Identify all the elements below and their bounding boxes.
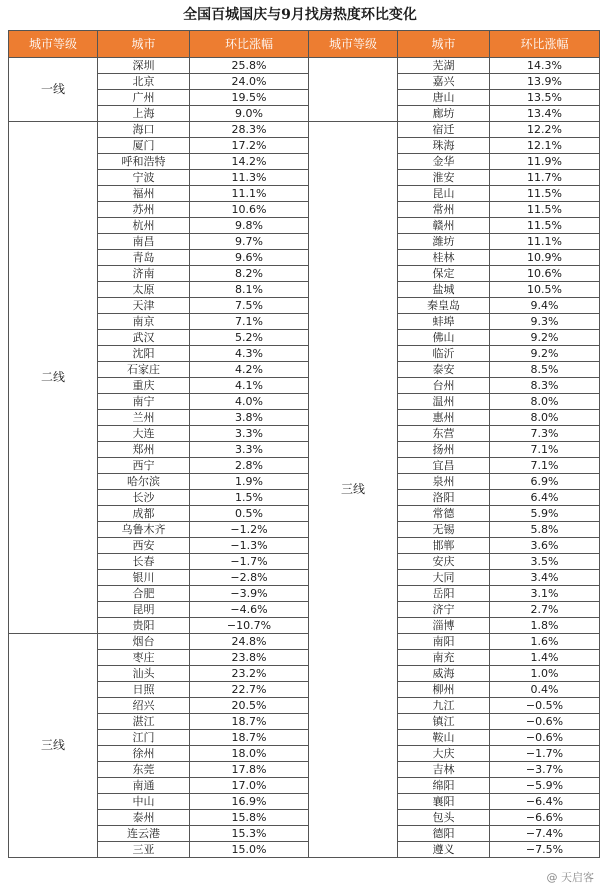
city-cell-left: 广州 — [98, 90, 190, 106]
table-row — [9, 250, 600, 266]
table-row — [9, 234, 600, 250]
table-row — [9, 58, 600, 74]
change-cell-right: 3.6% — [490, 538, 600, 554]
change-cell-left: −10.7% — [190, 618, 309, 634]
change-cell-left: 15.0% — [190, 842, 309, 858]
change-cell-right: 2.7% — [490, 602, 600, 618]
city-cell-right: 泉州 — [398, 474, 490, 490]
table-row — [9, 570, 600, 586]
change-cell-left: 23.2% — [190, 666, 309, 682]
city-cell-right: 南充 — [398, 650, 490, 666]
change-cell-right: 9.4% — [490, 298, 600, 314]
city-cell-right: 扬州 — [398, 442, 490, 458]
table-row — [9, 698, 600, 714]
city-cell-left: 青岛 — [98, 250, 190, 266]
table-row — [9, 74, 600, 90]
city-cell-right: 秦皇岛 — [398, 298, 490, 314]
city-cell-right: 淄博 — [398, 618, 490, 634]
city-cell-right: 金华 — [398, 154, 490, 170]
table-row — [9, 490, 600, 506]
change-cell-left: 4.0% — [190, 394, 309, 410]
city-cell-left: 沈阳 — [98, 346, 190, 362]
city-cell-right: 蚌埠 — [398, 314, 490, 330]
change-cell-left: 9.8% — [190, 218, 309, 234]
city-cell-right: 温州 — [398, 394, 490, 410]
city-cell-right: 岳阳 — [398, 586, 490, 602]
city-cell-left: 银川 — [98, 570, 190, 586]
change-cell-right: 7.1% — [490, 442, 600, 458]
table-row — [9, 634, 600, 650]
city-cell-right: 佛山 — [398, 330, 490, 346]
city-cell-right: 芜湖 — [398, 58, 490, 74]
city-cell-right: 安庆 — [398, 554, 490, 570]
city-cell-left: 兰州 — [98, 410, 190, 426]
city-cell-left: 泰州 — [98, 810, 190, 826]
table-row — [9, 826, 600, 842]
change-cell-right: −3.7% — [490, 762, 600, 778]
city-cell-left: 江门 — [98, 730, 190, 746]
city-cell-left: 苏州 — [98, 202, 190, 218]
city-cell-right: 洛阳 — [398, 490, 490, 506]
change-cell-right: 7.3% — [490, 426, 600, 442]
city-cell-right: 镇江 — [398, 714, 490, 730]
change-cell-right: −1.7% — [490, 746, 600, 762]
change-cell-left: 11.1% — [190, 186, 309, 202]
change-cell-left: 9.7% — [190, 234, 309, 250]
city-cell-right: 宿迁 — [398, 122, 490, 138]
change-cell-right: 8.0% — [490, 394, 600, 410]
table-row — [9, 602, 600, 618]
city-cell-right: 德阳 — [398, 826, 490, 842]
city-cell-right: 赣州 — [398, 218, 490, 234]
watermark: @ 天启客 — [546, 871, 594, 884]
table-row — [9, 138, 600, 154]
change-cell-right: 11.1% — [490, 234, 600, 250]
change-cell-right: 13.5% — [490, 90, 600, 106]
change-cell-right: −5.9% — [490, 778, 600, 794]
city-cell-right: 常德 — [398, 506, 490, 522]
city-cell-left: 乌鲁木齐 — [98, 522, 190, 538]
tier-cell-left: 三线 — [9, 634, 98, 858]
city-cell-left: 哈尔滨 — [98, 474, 190, 490]
city-cell-right: 珠海 — [398, 138, 490, 154]
change-cell-left: 4.3% — [190, 346, 309, 362]
change-cell-left: 20.5% — [190, 698, 309, 714]
tier-cell-left: 一线 — [9, 58, 98, 122]
change-cell-right: 9.3% — [490, 314, 600, 330]
change-cell-left: 24.8% — [190, 634, 309, 650]
city-cell-left: 太原 — [98, 282, 190, 298]
change-cell-right: −0.5% — [490, 698, 600, 714]
change-cell-left: 1.5% — [190, 490, 309, 506]
city-cell-right: 昆山 — [398, 186, 490, 202]
city-cell-right: 常州 — [398, 202, 490, 218]
change-cell-right: 3.4% — [490, 570, 600, 586]
change-cell-left: 16.9% — [190, 794, 309, 810]
change-cell-left: 25.8% — [190, 58, 309, 74]
city-cell-left: 北京 — [98, 74, 190, 90]
city-cell-left: 厦门 — [98, 138, 190, 154]
city-cell-left: 南通 — [98, 778, 190, 794]
city-cell-left: 南昌 — [98, 234, 190, 250]
change-cell-right: 11.5% — [490, 186, 600, 202]
tier-cell-right: 三线 — [309, 122, 398, 858]
change-cell-left: 15.8% — [190, 810, 309, 826]
change-cell-left: 28.3% — [190, 122, 309, 138]
table-row — [9, 106, 600, 122]
city-cell-left: 重庆 — [98, 378, 190, 394]
change-cell-right: 1.8% — [490, 618, 600, 634]
change-cell-right: 1.4% — [490, 650, 600, 666]
table-row — [9, 554, 600, 570]
table-row — [9, 170, 600, 186]
change-cell-right: 11.5% — [490, 218, 600, 234]
change-cell-left: 19.5% — [190, 90, 309, 106]
table-row — [9, 346, 600, 362]
city-cell-left: 海口 — [98, 122, 190, 138]
city-cell-right: 襄阳 — [398, 794, 490, 810]
city-cell-left: 枣庄 — [98, 650, 190, 666]
change-cell-right: −0.6% — [490, 730, 600, 746]
change-cell-left: 4.1% — [190, 378, 309, 394]
city-cell-left: 福州 — [98, 186, 190, 202]
city-cell-right: 九江 — [398, 698, 490, 714]
city-cell-right: 包头 — [398, 810, 490, 826]
table-title: 全国百城国庆与9月找房热度环比变化 — [183, 7, 417, 23]
city-cell-right: 鞍山 — [398, 730, 490, 746]
table-row — [9, 458, 600, 474]
city-cell-right: 宜昌 — [398, 458, 490, 474]
change-cell-left: 18.0% — [190, 746, 309, 762]
city-cell-left: 石家庄 — [98, 362, 190, 378]
table-row — [9, 218, 600, 234]
change-cell-right: −6.4% — [490, 794, 600, 810]
city-cell-left: 长春 — [98, 554, 190, 570]
change-cell-right: 11.7% — [490, 170, 600, 186]
city-cell-right: 潍坊 — [398, 234, 490, 250]
city-cell-right: 威海 — [398, 666, 490, 682]
change-cell-right: 5.8% — [490, 522, 600, 538]
table-row — [9, 842, 600, 858]
change-cell-left: 22.7% — [190, 682, 309, 698]
table-row — [9, 378, 600, 394]
change-cell-left: 11.3% — [190, 170, 309, 186]
city-cell-left: 天津 — [98, 298, 190, 314]
change-cell-left: 18.7% — [190, 730, 309, 746]
change-cell-right: 12.1% — [490, 138, 600, 154]
table-row — [9, 314, 600, 330]
table-row — [9, 394, 600, 410]
change-cell-left: 3.3% — [190, 426, 309, 442]
change-cell-right: 10.5% — [490, 282, 600, 298]
change-cell-right: −6.6% — [490, 810, 600, 826]
table-row — [9, 426, 600, 442]
city-cell-left: 郑州 — [98, 442, 190, 458]
city-cell-left: 武汉 — [98, 330, 190, 346]
table-row — [9, 186, 600, 202]
change-cell-left: 5.2% — [190, 330, 309, 346]
city-heat-table — [8, 30, 600, 858]
change-cell-left: 15.3% — [190, 826, 309, 842]
change-cell-right: 11.9% — [490, 154, 600, 170]
change-cell-right: 6.4% — [490, 490, 600, 506]
table-row — [9, 522, 600, 538]
table-row — [9, 794, 600, 810]
change-cell-left: 17.8% — [190, 762, 309, 778]
city-cell-right: 绵阳 — [398, 778, 490, 794]
table-row — [9, 330, 600, 346]
header-change-left: 环比涨幅 — [190, 31, 309, 58]
change-cell-right: 8.3% — [490, 378, 600, 394]
city-cell-right: 桂林 — [398, 250, 490, 266]
change-cell-right: 3.1% — [490, 586, 600, 602]
city-cell-right: 台州 — [398, 378, 490, 394]
city-cell-left: 上海 — [98, 106, 190, 122]
change-cell-right: 12.2% — [490, 122, 600, 138]
city-cell-right: 唐山 — [398, 90, 490, 106]
change-cell-left: 23.8% — [190, 650, 309, 666]
city-cell-left: 东莞 — [98, 762, 190, 778]
table-row — [9, 538, 600, 554]
change-cell-right: −7.4% — [490, 826, 600, 842]
change-cell-left: 24.0% — [190, 74, 309, 90]
change-cell-right: 11.5% — [490, 202, 600, 218]
change-cell-left: 14.2% — [190, 154, 309, 170]
change-cell-left: 18.7% — [190, 714, 309, 730]
change-cell-right: 10.9% — [490, 250, 600, 266]
table-row — [9, 202, 600, 218]
city-cell-left: 西安 — [98, 538, 190, 554]
change-cell-right: 9.2% — [490, 346, 600, 362]
change-cell-left: 8.1% — [190, 282, 309, 298]
tier-cell-right — [309, 58, 398, 122]
change-cell-right: 1.0% — [490, 666, 600, 682]
change-cell-left: 10.6% — [190, 202, 309, 218]
city-cell-right: 嘉兴 — [398, 74, 490, 90]
table-row — [9, 618, 600, 634]
table-row — [9, 778, 600, 794]
table-row — [9, 586, 600, 602]
table-row — [9, 122, 600, 138]
city-cell-left: 徐州 — [98, 746, 190, 762]
header-city-right: 城市 — [398, 31, 490, 58]
city-cell-right: 南阳 — [398, 634, 490, 650]
city-cell-left: 呼和浩特 — [98, 154, 190, 170]
change-cell-left: −1.2% — [190, 522, 309, 538]
table-row — [9, 650, 600, 666]
change-cell-left: −3.9% — [190, 586, 309, 602]
city-cell-left: 合肥 — [98, 586, 190, 602]
change-cell-right: 5.9% — [490, 506, 600, 522]
header-row — [9, 31, 600, 58]
table-row — [9, 282, 600, 298]
change-cell-right: 13.9% — [490, 74, 600, 90]
change-cell-right: 0.4% — [490, 682, 600, 698]
city-cell-left: 深圳 — [98, 58, 190, 74]
change-cell-left: 17.0% — [190, 778, 309, 794]
city-cell-left: 杭州 — [98, 218, 190, 234]
city-cell-right: 盐城 — [398, 282, 490, 298]
city-cell-right: 济宁 — [398, 602, 490, 618]
change-cell-left: 1.9% — [190, 474, 309, 490]
table-row — [9, 90, 600, 106]
change-cell-left: 7.1% — [190, 314, 309, 330]
city-cell-right: 临沂 — [398, 346, 490, 362]
table-row — [9, 410, 600, 426]
city-cell-left: 湛江 — [98, 714, 190, 730]
table-row — [9, 730, 600, 746]
city-cell-left: 大连 — [98, 426, 190, 442]
tier-cell-left: 二线 — [9, 122, 98, 634]
city-cell-left: 昆明 — [98, 602, 190, 618]
city-cell-left: 宁波 — [98, 170, 190, 186]
table-row — [9, 810, 600, 826]
city-cell-left: 济南 — [98, 266, 190, 282]
table-body — [9, 58, 600, 858]
city-cell-right: 惠州 — [398, 410, 490, 426]
city-cell-right: 无锡 — [398, 522, 490, 538]
change-cell-right: 3.5% — [490, 554, 600, 570]
city-cell-left: 西宁 — [98, 458, 190, 474]
change-cell-left: 3.8% — [190, 410, 309, 426]
city-cell-left: 中山 — [98, 794, 190, 810]
change-cell-left: 7.5% — [190, 298, 309, 314]
change-cell-left: 9.0% — [190, 106, 309, 122]
change-cell-left: 17.2% — [190, 138, 309, 154]
change-cell-left: 4.2% — [190, 362, 309, 378]
city-cell-right: 廊坊 — [398, 106, 490, 122]
table-row — [9, 474, 600, 490]
table-row — [9, 506, 600, 522]
city-cell-left: 烟台 — [98, 634, 190, 650]
header-tier-left: 城市等级 — [9, 31, 98, 58]
table-row — [9, 746, 600, 762]
city-cell-left: 汕头 — [98, 666, 190, 682]
table-row — [9, 666, 600, 682]
city-cell-right: 淮安 — [398, 170, 490, 186]
change-cell-left: −4.6% — [190, 602, 309, 618]
change-cell-right: 1.6% — [490, 634, 600, 650]
city-cell-right: 邯郸 — [398, 538, 490, 554]
city-cell-left: 南京 — [98, 314, 190, 330]
city-cell-right: 柳州 — [398, 682, 490, 698]
change-cell-left: −2.8% — [190, 570, 309, 586]
change-cell-left: 2.8% — [190, 458, 309, 474]
city-cell-left: 绍兴 — [98, 698, 190, 714]
table-row — [9, 762, 600, 778]
change-cell-right: 10.6% — [490, 266, 600, 282]
city-cell-left: 连云港 — [98, 826, 190, 842]
city-cell-right: 大同 — [398, 570, 490, 586]
change-cell-right: 9.2% — [490, 330, 600, 346]
change-cell-left: 3.3% — [190, 442, 309, 458]
change-cell-right: 6.9% — [490, 474, 600, 490]
city-cell-right: 东营 — [398, 426, 490, 442]
change-cell-right: −0.6% — [490, 714, 600, 730]
table-row — [9, 714, 600, 730]
city-cell-right: 泰安 — [398, 362, 490, 378]
city-cell-left: 贵阳 — [98, 618, 190, 634]
city-cell-left: 成都 — [98, 506, 190, 522]
header-tier-right: 城市等级 — [309, 31, 398, 58]
change-cell-right: −7.5% — [490, 842, 600, 858]
city-cell-left: 三亚 — [98, 842, 190, 858]
change-cell-right: 8.0% — [490, 410, 600, 426]
change-cell-left: 0.5% — [190, 506, 309, 522]
city-cell-right: 大庆 — [398, 746, 490, 762]
city-cell-right: 遵义 — [398, 842, 490, 858]
change-cell-left: 9.6% — [190, 250, 309, 266]
city-cell-left: 日照 — [98, 682, 190, 698]
change-cell-right: 13.4% — [490, 106, 600, 122]
change-cell-right: 14.3% — [490, 58, 600, 74]
change-cell-left: −1.7% — [190, 554, 309, 570]
table-row — [9, 682, 600, 698]
city-cell-left: 长沙 — [98, 490, 190, 506]
city-cell-right: 保定 — [398, 266, 490, 282]
table-row — [9, 442, 600, 458]
table-row — [9, 298, 600, 314]
table-row — [9, 154, 600, 170]
change-cell-right: 8.5% — [490, 362, 600, 378]
city-cell-right: 吉林 — [398, 762, 490, 778]
change-cell-left: −1.3% — [190, 538, 309, 554]
city-cell-left: 南宁 — [98, 394, 190, 410]
table-row — [9, 362, 600, 378]
header-change-right: 环比涨幅 — [490, 31, 600, 58]
table-row — [9, 266, 600, 282]
header-city-left: 城市 — [98, 31, 190, 58]
change-cell-right: 7.1% — [490, 458, 600, 474]
change-cell-left: 8.2% — [190, 266, 309, 282]
